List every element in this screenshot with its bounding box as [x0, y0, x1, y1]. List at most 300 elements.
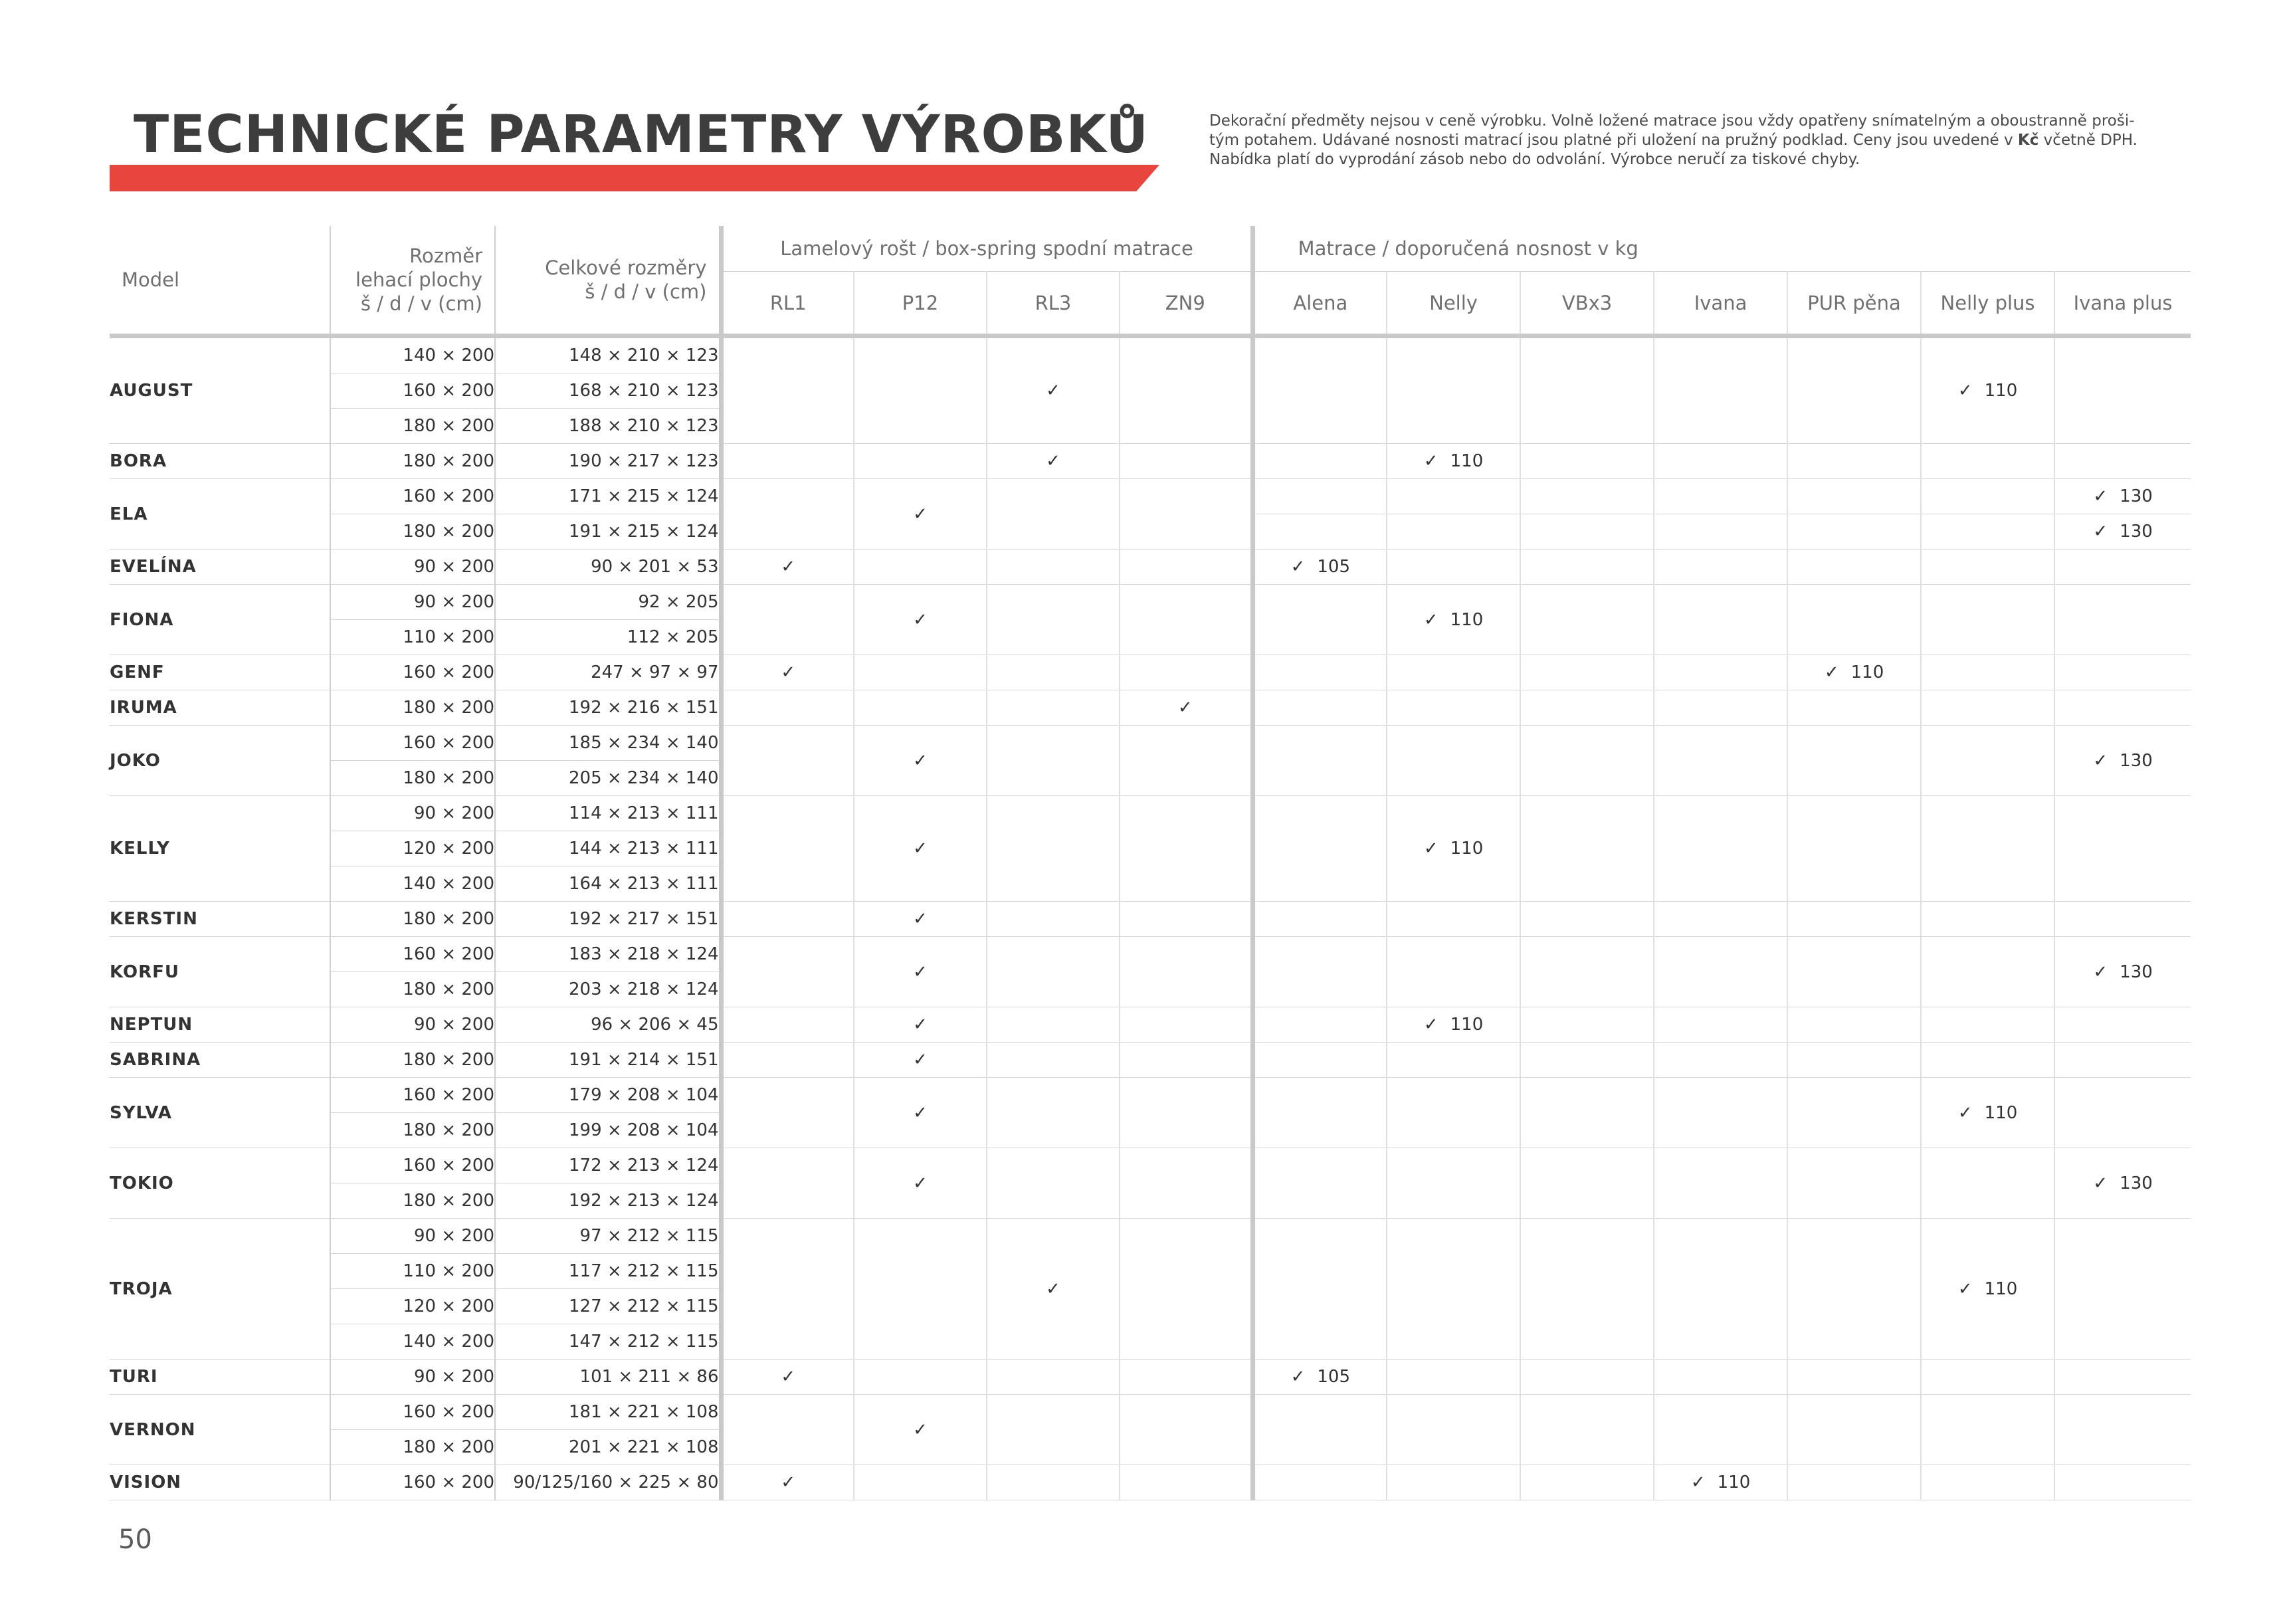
sleeping-size: 180 × 200: [330, 514, 495, 550]
check-icon: ✓: [854, 1007, 987, 1043]
header-celkove-line-2: š / d / v (cm): [585, 280, 707, 303]
model-name: VISION: [110, 1465, 330, 1500]
empty-cell: [987, 655, 1120, 690]
overall-dimensions: 203 × 218 × 124: [495, 972, 721, 1007]
sleeping-size: 90 × 200: [330, 1360, 495, 1395]
empty-cell: [987, 1078, 1120, 1148]
empty-cell: [987, 1465, 1120, 1500]
table-row: [110, 1219, 2191, 1254]
overall-dimensions: 112 × 205: [495, 620, 721, 655]
header-col-alena: Alena: [1252, 272, 1387, 336]
load-capacity: 110: [1717, 1472, 1751, 1492]
empty-cell: [854, 550, 987, 585]
empty-cell: [1787, 1360, 1921, 1395]
empty-cell: [854, 336, 987, 444]
header-rozmer-line-2: lehací plochy: [355, 268, 482, 291]
overall-dimensions: 188 × 210 × 123: [495, 409, 721, 444]
table-row: [110, 1043, 2191, 1078]
sleeping-size: 180 × 200: [330, 409, 495, 444]
empty-cell: [1387, 479, 1520, 514]
model-name: GENF: [110, 655, 330, 690]
empty-cell: [1252, 1007, 1387, 1043]
empty-cell: [1120, 655, 1252, 690]
empty-cell: [1787, 550, 1921, 585]
overall-dimensions: 205 × 234 × 140: [495, 761, 721, 796]
sleeping-size: 110 × 200: [330, 620, 495, 655]
overall-dimensions: 171 × 215 × 124: [495, 479, 721, 514]
empty-cell: [1654, 726, 1787, 796]
empty-cell: [1787, 336, 1921, 444]
model-name: TURI: [110, 1360, 330, 1395]
overall-dimensions: 101 × 211 × 86: [495, 1360, 721, 1395]
empty-cell: [1520, 655, 1654, 690]
table-row: [110, 902, 2191, 937]
header-rozmer-line-1: Rozměr: [409, 245, 482, 267]
header-col-ivana: Ivana: [1654, 272, 1787, 336]
overall-dimensions: 192 × 217 × 151: [495, 902, 721, 937]
empty-cell: [1520, 336, 1654, 444]
empty-cell: [1921, 585, 2054, 655]
table-row: [110, 1395, 2191, 1430]
intro-line-1: Dekorační předměty nejsou v ceně výrobku. Volně ložené matrace jsou vždy opatřeny snímatelným a oboustranně proši-: [1209, 112, 2135, 130]
empty-cell: [987, 690, 1120, 726]
empty-cell: [721, 444, 854, 479]
check-icon: ✓: [987, 336, 1120, 444]
overall-dimensions: 183 × 218 × 124: [495, 937, 721, 972]
check-icon: ✓: [1423, 451, 1439, 471]
empty-cell: [1787, 479, 1921, 514]
overall-dimensions: 117 × 212 × 115: [495, 1254, 721, 1289]
parameters-table: [110, 226, 2191, 1500]
sleeping-size: 180 × 200: [330, 1113, 495, 1148]
load-capacity: 130: [2120, 750, 2153, 771]
sleeping-size: 160 × 200: [330, 937, 495, 972]
check-icon: ✓: [2093, 522, 2108, 542]
empty-cell: [1921, 1148, 2054, 1219]
overall-dimensions: 92 × 205: [495, 585, 721, 620]
table-row: [110, 1007, 2191, 1043]
empty-cell: [1387, 1360, 1520, 1395]
check-icon: ✓: [1957, 381, 1973, 401]
empty-cell: [721, 585, 854, 655]
intro-line-2c: včetně DPH.: [2038, 132, 2137, 149]
load-capacity: 110: [1450, 451, 1484, 471]
mattress-load-cell: [1387, 444, 1520, 479]
empty-cell: [1787, 1043, 1921, 1078]
empty-cell: [1654, 937, 1787, 1007]
empty-cell: [721, 690, 854, 726]
sleeping-size: 160 × 200: [330, 726, 495, 761]
overall-dimensions: 144 × 213 × 111: [495, 831, 721, 866]
empty-cell: [1787, 1148, 1921, 1219]
empty-cell: [854, 690, 987, 726]
overall-dimensions: 114 × 213 × 111: [495, 796, 721, 831]
empty-cell: [1654, 444, 1787, 479]
empty-cell: [1787, 726, 1921, 796]
empty-cell: [987, 585, 1120, 655]
mattress-load-cell: [1787, 655, 1921, 690]
empty-cell: [1787, 690, 1921, 726]
sleeping-size: 90 × 200: [330, 1007, 495, 1043]
empty-cell: [1520, 1043, 1654, 1078]
empty-cell: [1921, 1043, 2054, 1078]
empty-cell: [721, 1043, 854, 1078]
model-name: JOKO: [110, 726, 330, 796]
mattress-load-cell: [1252, 550, 1387, 585]
empty-cell: [1120, 1395, 1252, 1465]
intro-text: [1209, 112, 2193, 169]
empty-cell: [1787, 796, 1921, 902]
empty-cell: [1520, 1078, 1654, 1148]
empty-cell: [1120, 479, 1252, 550]
check-icon: ✓: [1824, 662, 1839, 682]
mattress-load-cell: [2054, 937, 2191, 1007]
header-col-nelly-plus: Nelly plus: [1921, 272, 2054, 336]
load-capacity: 130: [2120, 1173, 2153, 1193]
empty-cell: [1520, 585, 1654, 655]
empty-cell: [2054, 902, 2191, 937]
check-icon: ✓: [1423, 839, 1439, 859]
empty-cell: [1252, 1078, 1387, 1148]
empty-cell: [1387, 1148, 1520, 1219]
empty-cell: [854, 1219, 987, 1360]
table-row: [110, 1465, 2191, 1500]
load-capacity: 130: [2120, 522, 2153, 542]
empty-cell: [1252, 444, 1387, 479]
check-icon: ✓: [854, 1078, 987, 1148]
check-icon: ✓: [1423, 609, 1439, 630]
empty-cell: [721, 902, 854, 937]
empty-cell: [1252, 726, 1387, 796]
empty-cell: [2054, 1007, 2191, 1043]
empty-cell: [2054, 1465, 2191, 1500]
empty-cell: [1120, 1465, 1252, 1500]
model-name: IRUMA: [110, 690, 330, 726]
empty-cell: [854, 444, 987, 479]
table-row: [110, 655, 2191, 690]
overall-dimensions: 199 × 208 × 104: [495, 1113, 721, 1148]
empty-cell: [1787, 444, 1921, 479]
check-icon: ✓: [2093, 962, 2108, 982]
header-col-nelly: Nelly: [1387, 272, 1520, 336]
empty-cell: [1252, 514, 1387, 550]
overall-dimensions: 147 × 212 × 115: [495, 1324, 721, 1360]
empty-cell: [1520, 1219, 1654, 1360]
header-celkove-line-1: Celkové rozměry: [545, 256, 707, 279]
empty-cell: [1252, 655, 1387, 690]
empty-cell: [1387, 550, 1520, 585]
overall-dimensions: 97 × 212 × 115: [495, 1219, 721, 1254]
empty-cell: [1654, 1148, 1787, 1219]
check-icon: ✓: [721, 1465, 854, 1500]
empty-cell: [1787, 1465, 1921, 1500]
empty-cell: [1654, 902, 1787, 937]
sleeping-size: 140 × 200: [330, 1324, 495, 1360]
empty-cell: [1252, 479, 1387, 514]
check-icon: ✓: [854, 796, 987, 902]
empty-cell: [1387, 1078, 1520, 1148]
header-col-vbx3: VBx3: [1520, 272, 1654, 336]
empty-cell: [987, 1395, 1120, 1465]
empty-cell: [1252, 690, 1387, 726]
empty-cell: [1120, 1360, 1252, 1395]
empty-cell: [721, 1219, 854, 1360]
empty-cell: [1787, 585, 1921, 655]
empty-cell: [1387, 1043, 1520, 1078]
header-rozmer: [330, 226, 495, 336]
mattress-load-cell: [2054, 479, 2191, 514]
empty-cell: [854, 655, 987, 690]
empty-cell: [1387, 1465, 1520, 1500]
empty-cell: [987, 1043, 1120, 1078]
empty-cell: [1654, 550, 1787, 585]
table-row: [110, 726, 2191, 761]
empty-cell: [1387, 902, 1520, 937]
empty-cell: [1654, 479, 1787, 514]
empty-cell: [987, 902, 1120, 937]
empty-cell: [1120, 902, 1252, 937]
model-name: TROJA: [110, 1219, 330, 1360]
load-capacity: 110: [1450, 609, 1484, 630]
empty-cell: [1520, 796, 1654, 902]
check-icon: ✓: [987, 444, 1120, 479]
mattress-load-cell: [1921, 1219, 2054, 1360]
table-row: [110, 550, 2191, 585]
empty-cell: [2054, 1078, 2191, 1148]
table-row: [110, 937, 2191, 972]
empty-cell: [987, 796, 1120, 902]
sleeping-size: 110 × 200: [330, 1254, 495, 1289]
check-icon: ✓: [1120, 690, 1252, 726]
model-name: BORA: [110, 444, 330, 479]
empty-cell: [1520, 1007, 1654, 1043]
empty-cell: [1252, 1043, 1387, 1078]
table-row: [110, 479, 2191, 514]
empty-cell: [1654, 1395, 1787, 1465]
empty-cell: [1120, 796, 1252, 902]
empty-cell: [1921, 1465, 2054, 1500]
overall-dimensions: 90 × 201 × 53: [495, 550, 721, 585]
empty-cell: [1654, 1043, 1787, 1078]
sleeping-size: 120 × 200: [330, 1289, 495, 1324]
empty-cell: [1654, 655, 1787, 690]
empty-cell: [2054, 690, 2191, 726]
empty-cell: [1120, 726, 1252, 796]
check-icon: ✓: [854, 585, 987, 655]
empty-cell: [1120, 1043, 1252, 1078]
empty-cell: [2054, 1043, 2191, 1078]
sleeping-size: 90 × 200: [330, 550, 495, 585]
sleeping-size: 90 × 200: [330, 585, 495, 620]
model-name: KORFU: [110, 937, 330, 1007]
check-icon: ✓: [1690, 1472, 1706, 1492]
empty-cell: [1252, 1219, 1387, 1360]
empty-cell: [1252, 796, 1387, 902]
check-icon: ✓: [1290, 557, 1306, 577]
check-icon: ✓: [1423, 1015, 1439, 1035]
sleeping-size: 180 × 200: [330, 761, 495, 796]
load-capacity: 110: [1984, 1278, 2018, 1299]
overall-dimensions: 96 × 206 × 45: [495, 1007, 721, 1043]
sleeping-size: 180 × 200: [330, 902, 495, 937]
table-row: [110, 444, 2191, 479]
load-capacity: 130: [2120, 962, 2153, 982]
empty-cell: [1921, 550, 2054, 585]
empty-cell: [1120, 585, 1252, 655]
empty-cell: [1921, 479, 2054, 514]
check-icon: ✓: [854, 1395, 987, 1465]
empty-cell: [721, 479, 854, 550]
check-icon: ✓: [854, 902, 987, 937]
load-capacity: 110: [1984, 381, 2018, 401]
empty-cell: [1120, 1148, 1252, 1219]
overall-dimensions: 192 × 216 × 151: [495, 690, 721, 726]
empty-cell: [1120, 336, 1252, 444]
empty-cell: [2054, 655, 2191, 690]
empty-cell: [1787, 1078, 1921, 1148]
model-name: NEPTUN: [110, 1007, 330, 1043]
load-capacity: 110: [1450, 1015, 1484, 1035]
empty-cell: [721, 796, 854, 902]
overall-dimensions: 191 × 215 × 124: [495, 514, 721, 550]
empty-cell: [1520, 726, 1654, 796]
model-name: EVELÍNA: [110, 550, 330, 585]
empty-cell: [721, 1007, 854, 1043]
model-name: FIONA: [110, 585, 330, 655]
overall-dimensions: 127 × 212 × 115: [495, 1289, 721, 1324]
empty-cell: [987, 937, 1120, 1007]
empty-cell: [1921, 1007, 2054, 1043]
intro-line-3: Nabídka platí do vyprodání zásob nebo do odvolání. Výrobce neručí za tiskové chyby.: [1209, 151, 1860, 168]
sleeping-size: 140 × 200: [330, 336, 495, 373]
empty-cell: [1387, 726, 1520, 796]
empty-cell: [1252, 336, 1387, 444]
empty-cell: [1387, 336, 1520, 444]
empty-cell: [1654, 1219, 1787, 1360]
empty-cell: [1921, 726, 2054, 796]
empty-cell: [1787, 1395, 1921, 1465]
overall-dimensions: 90/125/160 × 225 × 80: [495, 1465, 721, 1500]
empty-cell: [2054, 336, 2191, 444]
sleeping-size: 180 × 200: [330, 1430, 495, 1465]
empty-cell: [1387, 655, 1520, 690]
empty-cell: [1252, 937, 1387, 1007]
empty-cell: [1252, 1148, 1387, 1219]
overall-dimensions: 181 × 221 × 108: [495, 1395, 721, 1430]
empty-cell: [1520, 690, 1654, 726]
empty-cell: [1120, 1078, 1252, 1148]
model-name: KERSTIN: [110, 902, 330, 937]
empty-cell: [1654, 514, 1787, 550]
model-name: SABRINA: [110, 1043, 330, 1078]
sleeping-size: 180 × 200: [330, 972, 495, 1007]
table-row: [110, 336, 2191, 373]
empty-cell: [2054, 1395, 2191, 1465]
title-block: [110, 93, 1159, 193]
header-col-rl1: RL1: [721, 272, 854, 336]
empty-cell: [1787, 514, 1921, 550]
empty-cell: [1921, 655, 2054, 690]
empty-cell: [1520, 1465, 1654, 1500]
mattress-load-cell: [1387, 796, 1520, 902]
empty-cell: [1520, 1360, 1654, 1395]
empty-cell: [1387, 1395, 1520, 1465]
sleeping-size: 160 × 200: [330, 1465, 495, 1500]
header-rozmer-line-3: š / d / v (cm): [360, 292, 482, 315]
empty-cell: [1520, 902, 1654, 937]
check-icon: ✓: [854, 726, 987, 796]
overall-dimensions: 247 × 97 × 97: [495, 655, 721, 690]
sleeping-size: 180 × 200: [330, 1183, 495, 1219]
empty-cell: [1520, 479, 1654, 514]
empty-cell: [1787, 1219, 1921, 1360]
page-title: TECHNICKÉ PARAMETRY VÝROBKŮ: [134, 105, 1149, 165]
check-icon: ✓: [854, 937, 987, 1007]
header-col-rl3: RL3: [987, 272, 1120, 336]
empty-cell: [987, 1148, 1120, 1219]
check-icon: ✓: [721, 655, 854, 690]
check-icon: ✓: [1957, 1102, 1973, 1123]
header-col-zn9: ZN9: [1120, 272, 1252, 336]
empty-cell: [1787, 902, 1921, 937]
empty-cell: [2054, 1219, 2191, 1360]
empty-cell: [1252, 1465, 1387, 1500]
empty-cell: [1520, 550, 1654, 585]
check-icon: ✓: [1290, 1367, 1306, 1387]
empty-cell: [1921, 690, 2054, 726]
load-capacity: 130: [2120, 486, 2153, 506]
sleeping-size: 120 × 200: [330, 831, 495, 866]
sleeping-size: 160 × 200: [330, 479, 495, 514]
model-name: KELLY: [110, 796, 330, 902]
empty-cell: [1252, 585, 1387, 655]
empty-cell: [721, 1395, 854, 1465]
empty-cell: [1654, 336, 1787, 444]
empty-cell: [1520, 937, 1654, 1007]
mattress-load-cell: [2054, 1148, 2191, 1219]
sleeping-size: 160 × 200: [330, 1148, 495, 1183]
model-name: VERNON: [110, 1395, 330, 1465]
empty-cell: [1387, 690, 1520, 726]
check-icon: ✓: [2093, 486, 2108, 506]
load-capacity: 110: [1984, 1102, 2018, 1123]
check-icon: ✓: [987, 1219, 1120, 1360]
empty-cell: [987, 726, 1120, 796]
model-name: TOKIO: [110, 1148, 330, 1219]
empty-cell: [721, 937, 854, 1007]
empty-cell: [1654, 796, 1787, 902]
empty-cell: [854, 1360, 987, 1395]
empty-cell: [721, 336, 854, 444]
empty-cell: [2054, 550, 2191, 585]
overall-dimensions: 201 × 221 × 108: [495, 1430, 721, 1465]
sleeping-size: 90 × 200: [330, 796, 495, 831]
empty-cell: [721, 1148, 854, 1219]
mattress-load-cell: [2054, 726, 2191, 796]
empty-cell: [1787, 1007, 1921, 1043]
empty-cell: [1921, 937, 2054, 1007]
empty-cell: [1654, 1360, 1787, 1395]
empty-cell: [2054, 444, 2191, 479]
empty-cell: [2054, 1360, 2191, 1395]
check-icon: ✓: [854, 479, 987, 550]
header-col-pur-pěna: PUR pěna: [1787, 272, 1921, 336]
check-icon: ✓: [721, 1360, 854, 1395]
empty-cell: [987, 479, 1120, 550]
check-icon: ✓: [854, 1148, 987, 1219]
empty-cell: [1520, 514, 1654, 550]
empty-cell: [1387, 514, 1520, 550]
